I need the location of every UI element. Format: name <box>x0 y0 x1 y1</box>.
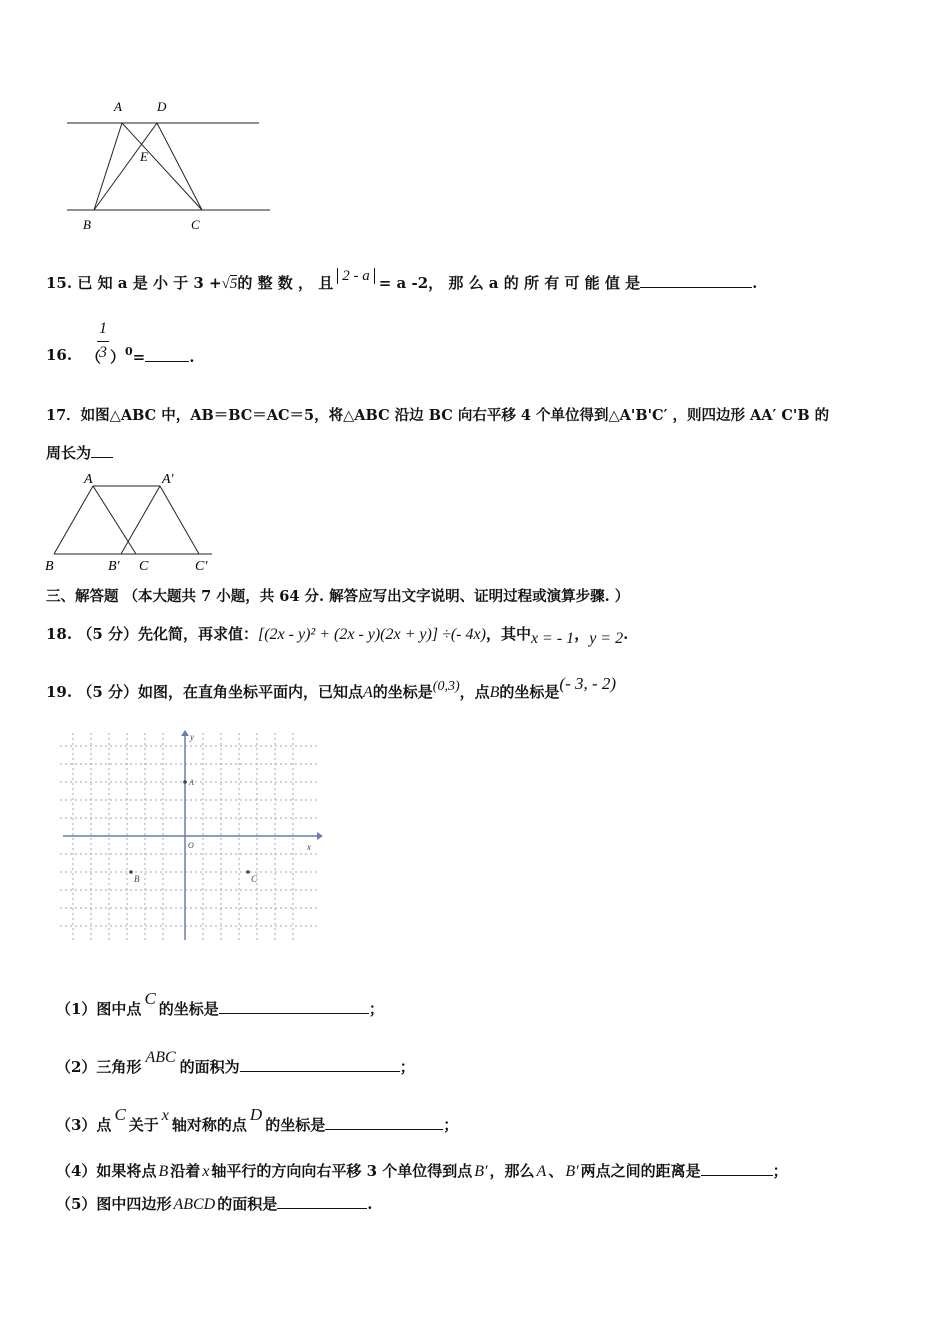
coordinate-grid-figure <box>55 728 330 943</box>
q15-text-3: = a -2， 那 么 a 的 所 有 可 能 值 是 <box>378 274 641 292</box>
q19-point-A: A <box>362 684 373 701</box>
sub-question-5 <box>56 1193 372 1214</box>
segment-A-prime-C-prime <box>160 486 199 554</box>
grid-label-B: B <box>134 874 140 884</box>
q16-equals: = <box>132 348 146 366</box>
sub3-post: 的坐标是 <box>265 1116 326 1134</box>
segment-DC <box>157 123 202 210</box>
sub4-A: A <box>536 1163 547 1180</box>
label-E: E <box>140 149 148 164</box>
q18-expression: [(2x - y)² + (2x - y)(2x + y)] ÷(- 4x) <box>257 626 486 643</box>
segment-AB <box>54 486 93 554</box>
q18-x-value: x = - 1 <box>530 630 575 647</box>
q19-text-1: 的坐标是 <box>372 683 433 701</box>
q16-close-paren-group <box>110 346 194 367</box>
sub3-var-D: D <box>249 1105 263 1124</box>
sub1-end: ； <box>368 1000 384 1018</box>
grid-label-x: x <box>307 842 311 852</box>
sub4-pre: （4）如果将点 <box>56 1162 157 1180</box>
segment-DB <box>94 123 157 210</box>
q15-sqrt5: 5 <box>229 276 238 292</box>
label-C: C <box>139 559 149 574</box>
sub-question-4 <box>56 1160 788 1181</box>
grid-point-B <box>129 870 133 874</box>
question-17-line1: 17．如图△ABC 中，AB＝BC＝AC＝5，将△ABC 沿边 BC 向右平移 4 个单位得到△A'B'C′ ，则四边形 AA′ C'B 的 <box>46 407 830 424</box>
segment-AC <box>122 123 202 210</box>
grid-label-y: y <box>190 732 194 742</box>
q19-point-B: B <box>489 684 500 701</box>
q19-prefix: 19. （5 分）如图，在直角坐标平面内，已知点 <box>46 683 363 701</box>
sub3-answer-blank[interactable] <box>325 1115 443 1130</box>
label-B-prime: B' <box>108 559 120 574</box>
sub5-var: ABCD <box>173 1196 216 1213</box>
sub4-B-prime: B′ <box>474 1163 488 1180</box>
sub2-var: ABC <box>145 1049 176 1066</box>
label-A: A <box>84 472 93 487</box>
label-C-prime: C' <box>195 559 208 574</box>
sub-question-1 <box>56 989 384 1019</box>
q19-text-2: ，点 <box>459 683 490 701</box>
q19-text-3: 的坐标是 <box>499 683 560 701</box>
sub4-answer-blank[interactable] <box>701 1161 773 1176</box>
sub5-answer-blank[interactable] <box>277 1194 367 1209</box>
question-15 <box>46 268 758 293</box>
grid-point-A <box>183 780 187 784</box>
sub2-pre: （2）三角形 <box>56 1058 142 1076</box>
sub4-t3: ，那么 <box>489 1162 535 1180</box>
q16-end: . <box>189 348 195 366</box>
sub4-t2: 轴平行的方向向右平移 3 个单位得到点 <box>211 1162 473 1180</box>
q15-answer-blank[interactable] <box>640 273 752 288</box>
sub5-pre: （5）图中四边形 <box>56 1195 172 1213</box>
sub-question-3 <box>56 1105 459 1135</box>
q16-fraction-bar <box>97 341 109 342</box>
q15-abs-expr: 2 - a <box>337 268 375 284</box>
q16-open-paren: （ <box>86 348 102 366</box>
q16-answer-blank[interactable] <box>145 347 189 362</box>
sub2-answer-blank[interactable] <box>240 1057 400 1072</box>
grid-point-C <box>246 870 250 874</box>
sub3-end: ； <box>443 1116 459 1134</box>
q16-exponent: 0 <box>125 345 133 358</box>
sub1-answer-blank[interactable] <box>219 999 369 1014</box>
q16-fraction-denominator: 3 <box>99 344 107 361</box>
sub1-pre: （1）图中点 <box>56 1000 142 1018</box>
q18-prefix: 18. （5 分）先化简，再求值： <box>46 625 258 643</box>
question-18 <box>46 623 629 647</box>
x-axis-arrow <box>317 832 323 840</box>
segment-AB <box>94 123 122 210</box>
sub4-end: ； <box>772 1162 788 1180</box>
sub4-t4: 两点之间的距离是 <box>580 1162 701 1180</box>
q15-text-2: 的 整 数 ， 且 <box>237 274 334 292</box>
sub2-end: ； <box>399 1058 415 1076</box>
question-19 <box>46 674 617 702</box>
q18-comma: ， <box>574 625 590 643</box>
section-3-heading: 三、解答题 （本大题共 7 小题，共 64 分. 解答应写出文字说明、证明过程或演算步骤. ） <box>46 588 630 605</box>
segment-A-prime-B-prime <box>121 486 160 554</box>
q19-B-coord: (- 3, - 2) <box>559 674 617 693</box>
q16-fraction-numerator: 1 <box>99 320 107 337</box>
q17-line2-text: 周长为 <box>46 444 92 462</box>
sub5-post: 的面积是 <box>217 1195 278 1213</box>
q18-y-value: y = 2 <box>589 630 624 647</box>
figure-q17 <box>40 466 230 576</box>
q17-answer-blank[interactable] <box>91 443 113 458</box>
y-axis-arrow <box>181 730 189 736</box>
label-B: B <box>83 217 91 232</box>
q18-end: . <box>623 625 629 643</box>
sub4-sep: 、 <box>548 1162 564 1180</box>
grid-label-O: O <box>188 841 194 850</box>
sub4-x: x <box>202 1163 210 1180</box>
q15-number: 15. <box>46 274 73 292</box>
sub3-mid1: 关于 <box>128 1116 159 1134</box>
sub3-var-C: C <box>114 1105 126 1124</box>
label-A-prime: A' <box>162 472 174 487</box>
sub1-var: C <box>144 989 156 1008</box>
q19-A-coord: (0,3) <box>432 679 460 694</box>
grid-label-C: C <box>251 874 258 884</box>
label-D: D <box>157 99 167 114</box>
segment-AC <box>93 486 136 554</box>
sub1-post: 的坐标是 <box>158 1000 219 1018</box>
label-B: B <box>45 559 54 574</box>
sub5-end: . <box>367 1195 373 1213</box>
sub4-t1: 沿着 <box>170 1162 201 1180</box>
sub3-mid2: 轴对称的点 <box>171 1116 247 1134</box>
question-16-number: 16. <box>46 346 73 364</box>
grid-label-A: A <box>189 778 194 787</box>
q15-text-1: 已 知 a 是 小 于 3 + <box>77 274 222 292</box>
q15-end: . <box>752 274 758 292</box>
question-17-line2 <box>46 442 113 463</box>
sub4-B-prime-2: B′ <box>565 1163 579 1180</box>
figure-q14 <box>60 95 280 240</box>
sub3-pre: （3）点 <box>56 1116 112 1134</box>
q16-close-paren: ） <box>110 348 126 366</box>
sub-question-2 <box>56 1049 415 1077</box>
sub2-post: 的面积为 <box>179 1058 240 1076</box>
sub4-B: B <box>158 1163 169 1180</box>
q18-mid: ，其中 <box>485 625 531 643</box>
q15-sqrt-sign: √ <box>221 276 230 292</box>
sub3-var-x: x <box>161 1107 169 1124</box>
label-C: C <box>191 217 200 232</box>
label-A: A <box>114 99 122 114</box>
